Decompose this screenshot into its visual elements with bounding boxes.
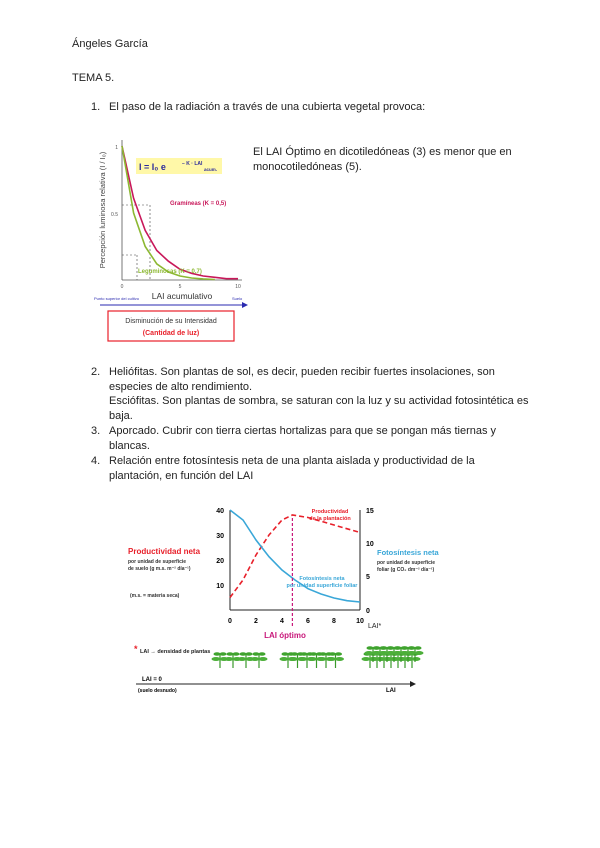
plant-leaf: [240, 652, 247, 656]
formula-text: I = I₀ e: [139, 162, 166, 172]
item-1-number: 1.: [91, 101, 101, 113]
right-axis-sub2: foliar (g CO₂ dm⁻² día⁻¹): [377, 567, 435, 573]
plant-leaf: [259, 657, 268, 661]
light-attenuation-figure: [92, 130, 252, 355]
lai-optimum-label: LAI óptimo: [264, 631, 306, 640]
plant-leaf: [280, 657, 289, 661]
xtick-2: 2: [254, 618, 258, 625]
curve-label-productivity-1: Productividad: [311, 509, 349, 515]
left-axis-title: Productividad neta: [128, 547, 201, 556]
plant-leaf: [388, 646, 395, 650]
left-axis-sub1: por unidad de superficie: [128, 559, 187, 565]
xtick-10: 10: [356, 618, 364, 625]
plant-leaf: [407, 651, 416, 655]
ytick-right-0: 0: [366, 608, 370, 615]
plant-leaf: [212, 657, 221, 661]
fig1-xlabel: LAI acumulativo: [151, 291, 213, 301]
ytick-left-40: 40: [216, 508, 224, 515]
ytick-left-20: 20: [216, 558, 224, 565]
item-1-text: El paso de la radiación a través de una cubierta vegetal provoca:: [109, 101, 426, 113]
plant-leaf: [402, 646, 409, 650]
plant-leaf: [253, 652, 260, 656]
item-4-number: 4.: [91, 455, 101, 467]
plant-leaf: [220, 652, 227, 656]
topic-title: TEMA 5.: [72, 72, 115, 84]
plant-leaf: [299, 657, 308, 661]
fig1-caption-line1: Disminución de su Intensidad: [125, 318, 217, 325]
plant-leaf: [367, 646, 374, 650]
curve-label-photosynthesis-1: Fotosíntesis neta: [299, 576, 345, 582]
ytick-left-10: 10: [216, 583, 224, 590]
plant-leaf: [415, 646, 422, 650]
plant-leaf: [259, 652, 266, 656]
lai-zero-label: LAI = 0: [142, 677, 162, 683]
fig1-ytick-05: 0.5: [111, 212, 118, 218]
plant-leaf: [374, 646, 381, 650]
plant-leaf: [227, 652, 234, 656]
fig1-xtick-0: 0: [120, 284, 124, 290]
plant-leaf: [327, 657, 336, 661]
author-name: Ángeles García: [72, 38, 148, 50]
plant-leaf: [289, 657, 298, 661]
plant-leaf: [409, 646, 416, 650]
plant-leaf: [329, 652, 336, 656]
lai-axis-label: LAI: [386, 688, 396, 694]
ytick-right-15: 15: [366, 508, 374, 515]
xtick-6: 6: [306, 618, 310, 625]
item-3-number: 3.: [91, 425, 101, 437]
fig1-xtick-10: 10: [235, 284, 241, 290]
plant-leaf: [291, 652, 298, 656]
left-axis-note: (m.s. = materia seca): [130, 593, 180, 599]
plant-leaf: [282, 652, 289, 656]
plant-leaf: [214, 652, 221, 656]
right-axis-sub1: por unidad de superficie: [377, 560, 436, 566]
plant-leaf: [318, 657, 327, 661]
plant-leaf: [395, 646, 402, 650]
plant-leaf: [225, 657, 234, 661]
xtick-4: 4: [280, 618, 284, 625]
fig1-ylabel: Percepción luminosa relativa (I / I₀): [98, 151, 107, 269]
plant-leaf: [308, 657, 317, 661]
left-axis-sub2: de suelo (g m.s. m⁻² día⁻¹): [128, 566, 191, 572]
plant-leaf: [320, 652, 327, 656]
series-label-gramineas: Gramíneas (K = 0,5): [170, 201, 227, 207]
right-axis-title: Fotosíntesis neta: [377, 548, 439, 557]
formula-exponent: − K · LAI: [182, 161, 203, 167]
fig1-xtick-5: 5: [178, 284, 182, 290]
plant-leaf: [246, 652, 253, 656]
ytick-right-10: 10: [366, 541, 374, 548]
ytick-right-5: 5: [366, 574, 370, 581]
item-2-text: Heliófitas. Son plantas de sol, es decir, pueden recibir fuertes insolaciones, son especies de alto rendimiento.: [109, 366, 495, 393]
plant-leaf: [415, 651, 424, 655]
density-asterisk: *: [134, 644, 138, 654]
xtick-0: 0: [228, 618, 232, 625]
item-4-text: Relación entre fotosíntesis neta de una planta aislada y productividad de la plantación, en función del LAI: [109, 455, 475, 482]
fig1-xright-label: Suelo: [232, 296, 243, 301]
fig1-caption-line2: (Cantidad de luz): [142, 330, 200, 337]
curve-label-photosynthesis-2: por unidad superficie foliar: [286, 583, 358, 589]
fig1-ytick-1: 1: [115, 145, 118, 151]
lai-optimum-note: El LAI Óptimo en dicotiledóneas (3) es menor que en monocotiledóneas (5).: [253, 146, 512, 173]
plant-leaf: [301, 652, 308, 656]
xtick-8: 8: [332, 618, 336, 625]
bare-soil-label: (suelo desnudo): [138, 688, 177, 694]
ytick-left-30: 30: [216, 533, 224, 540]
plant-leaf: [233, 652, 240, 656]
fig1-xleft-label: Punto superior del cultivo: [94, 296, 139, 301]
plant-density-row: [212, 646, 424, 668]
plant-leaf: [238, 657, 247, 661]
productivity-figure: [120, 498, 450, 703]
plant-leaf: [251, 657, 260, 661]
plant-leaf: [310, 652, 317, 656]
density-note: LAI → densidad de plantas: [140, 649, 211, 655]
curve-label-productivity-2: de la plantación: [309, 516, 351, 522]
plant-leaf: [381, 646, 388, 650]
item-2-number: 2.: [91, 366, 101, 378]
plant-leaf: [335, 657, 344, 661]
fig2-xlabel: LAI*: [368, 623, 382, 630]
plant-leaf: [412, 657, 421, 661]
series-label-leguminosas: Leguminosas (K = 0,7): [138, 269, 202, 275]
formula-subscript: acum.: [204, 167, 218, 172]
plant-leaf: [335, 652, 342, 656]
item-2-text2: Esciófitas. Son plantas de sombra, se saturan con la luz y su actividad fotosintética es baja.: [109, 395, 529, 422]
item-3-text: Aporcado. Cubrir con tierra ciertas hortalizas para que se pongan más tiernas y blancas.: [109, 425, 497, 452]
